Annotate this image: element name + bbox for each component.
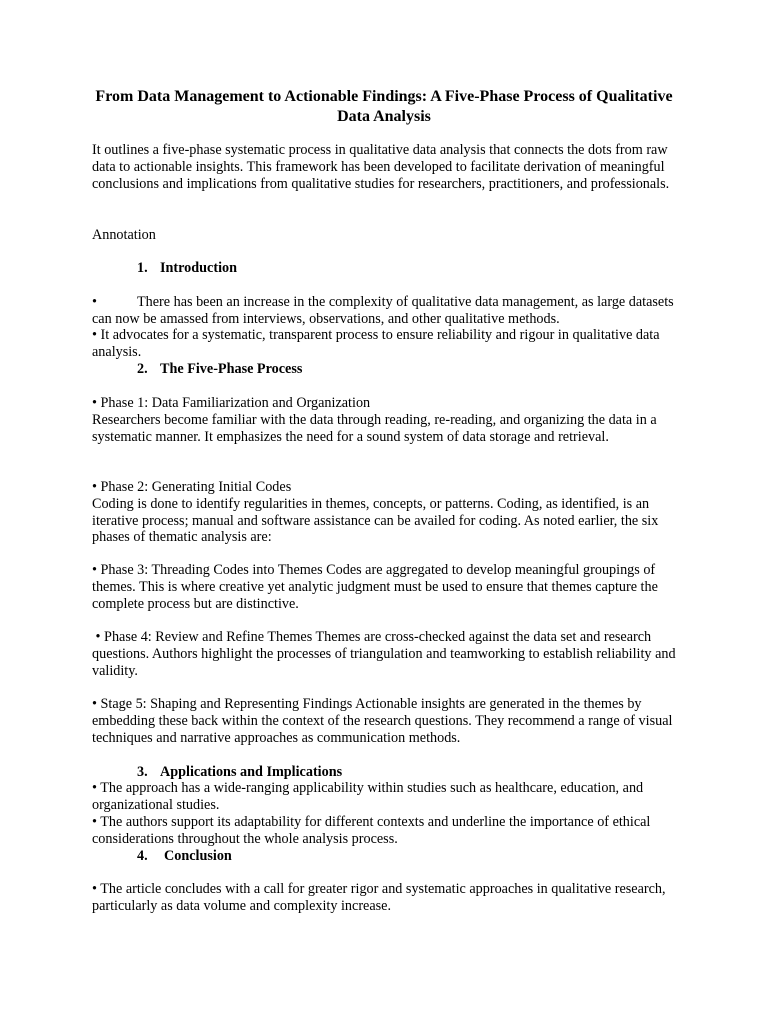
section-number: 4.: [137, 848, 148, 864]
phase-4: • Phase 4: Review and Refine Themes Themes are cross-checked against the data set and research questions. Authors highlight the processes of triangulation and teamworking to establish reliability and validity.: [92, 629, 680, 679]
section-heading-conclusion: [137, 848, 232, 865]
bullet-text: There has been an increase in the complexity of qualitative data management, as large datasets can now be amassed from interviews, observations, and other qualitative methods.: [92, 294, 674, 327]
intro-bullet-2: • It advocates for a systematic, transparent process to ensure reliability and rigour in qualitative data analysis.: [92, 327, 660, 360]
section-heading-five-phase-process: [137, 361, 302, 378]
phase-5: • Stage 5: Shaping and Representing Findings Actionable insights are generated in the themes by embedding these back within the context of the research questions. They recommend a range of visual techniques and narrative approaches as communication methods.: [92, 696, 673, 746]
intro-bullet-1: [92, 294, 682, 328]
intro-paragraph: It outlines a five-phase systematic process in qualitative data analysis that connects the dots from raw data to actionable insights. This framework has been developed to facilitate derivation of meaningful conclusions and implications from qualitative studies for researchers, practitioners, and professionals.: [92, 142, 670, 192]
section-number: 1.: [137, 260, 148, 276]
document-title: From Data Management to Actionable Findings: A Five-Phase Process of Qualitative Data Analysis: [95, 88, 673, 125]
section-title: Introduction: [160, 260, 237, 276]
annotation-label: Annotation: [92, 227, 156, 243]
phase-body: Researchers become familiar with the data through reading, re-reading, and organizing the data in a systematic manner. It emphasizes the need for a sound system of data storage and retrieval.: [92, 411, 657, 445]
applications-bullet-1: • The approach has a wide-ranging applicability within studies such as healthcare, education, and organizational studies.: [92, 780, 644, 813]
section-title: Applications and Implications: [160, 764, 343, 780]
section-heading-introduction: [137, 260, 237, 277]
phase-2: [92, 479, 682, 546]
phase-1: [92, 395, 682, 445]
section-title: The Five-Phase Process: [160, 361, 303, 377]
conclusion-bullet-1: • The article concludes with a call for greater rigor and systematic approaches in qualitative research, particularly as data volume and complexity increase.: [92, 881, 666, 914]
phase-body: Coding is done to identify regularities in themes, concepts, or patterns. Coding, as identified, is an iterative process; manual and software assistance can be availed for coding. As noted earlier, the six phases of thematic analysis are:: [92, 495, 659, 546]
phase-heading: • Phase 1: Data Familiarization and Organization: [92, 395, 371, 411]
bullet-glyph: •: [92, 294, 97, 310]
section-number: 2.: [137, 361, 148, 377]
section-title: Conclusion: [164, 848, 232, 864]
applications-bullet-2: • The authors support its adaptability for different contexts and underline the importance of ethical considerations throughout the whole analysis process.: [92, 814, 651, 847]
section-number: 3.: [137, 764, 148, 780]
section-heading-applications: [137, 764, 342, 781]
phase-heading: • Phase 2: Generating Initial Codes: [92, 479, 292, 495]
phase-3: • Phase 3: Threading Codes into Themes Codes are aggregated to develop meaningful groupings of themes. This is where creative yet analytic judgment must be used to ensure that themes capture the complete process but are distinctive.: [92, 562, 658, 612]
